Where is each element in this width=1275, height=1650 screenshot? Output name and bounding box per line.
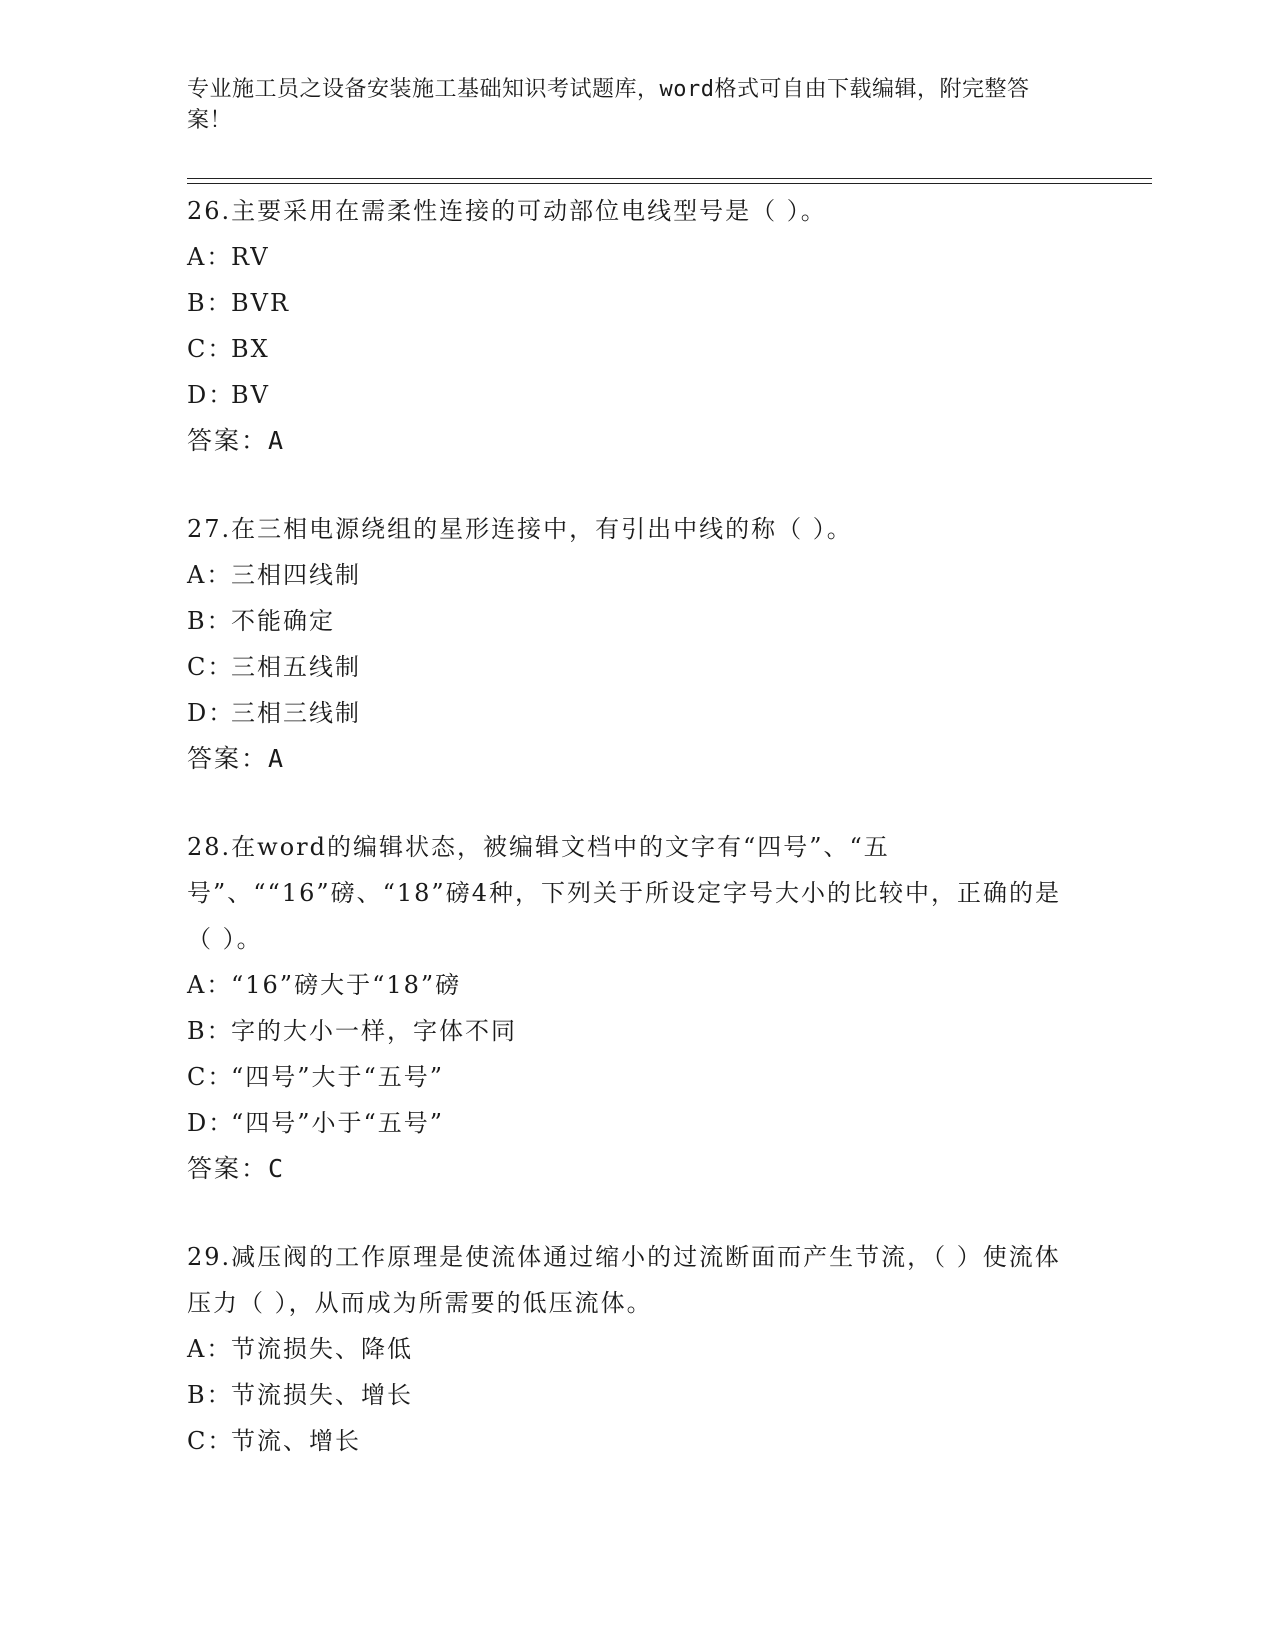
header-divider-top: [187, 178, 1152, 179]
question-26: [187, 188, 1067, 464]
option-letter: B：: [187, 607, 233, 635]
option-text: “四号”小于“五号”: [231, 1109, 445, 1137]
option-text: 三相四线制: [231, 561, 361, 589]
option-text: 三相五线制: [231, 653, 361, 681]
question-28: [187, 824, 1067, 1192]
question-29: [187, 1234, 1067, 1464]
option-b: [187, 1372, 1067, 1418]
option-text: 三相三线制: [231, 699, 361, 727]
option-d: [187, 690, 1067, 736]
question-stem: 29.减压阀的工作原理是使流体通过缩小的过流断面而产生节流，（ ）使流体压力（ ），从而成为所需要的低压流体。: [187, 1243, 1061, 1317]
option-c: [187, 1418, 1067, 1464]
option-letter: C：: [187, 1427, 234, 1455]
option-text: BV: [231, 381, 270, 409]
option-letter: D：: [187, 1109, 235, 1137]
answer-label: 答案：: [187, 744, 269, 773]
option-a: [187, 552, 1067, 598]
option-c: [187, 644, 1067, 690]
option-letter: B：: [187, 1381, 233, 1409]
answer-line: [187, 736, 1067, 782]
option-letter: A：: [187, 1335, 233, 1363]
answer-value: A: [268, 744, 286, 773]
option-text: 节流损失、降低: [231, 1335, 413, 1363]
option-text: “四号”大于“五号”: [231, 1063, 445, 1091]
question-stem: 26.主要采用在需柔性连接的可动部位电线型号是（ ）。: [187, 197, 827, 225]
option-text: 不能确定: [231, 607, 335, 635]
option-letter: C：: [187, 335, 234, 363]
option-letter: C：: [187, 653, 234, 681]
option-c: [187, 1054, 1067, 1100]
option-letter: D：: [187, 699, 235, 727]
option-letter: B：: [187, 289, 233, 317]
option-text: BVR: [231, 289, 291, 317]
option-d: [187, 1100, 1067, 1146]
document-header: 专业施工员之设备安装施工基础知识考试题库，word格式可自由下载编辑，附完整答案！: [187, 77, 1030, 133]
answer-value: A: [268, 426, 286, 455]
option-letter: A：: [187, 971, 233, 999]
option-b: [187, 280, 1067, 326]
option-c: [187, 326, 1067, 372]
option-text: 节流损失、增长: [231, 1381, 413, 1409]
question-stem: 28.在word的编辑状态，被编辑文档中的文字有“四号”、“五号”、““16”磅、“18”磅4种，下列关于所设定字号大小的比较中，正确的是（ ）。: [187, 833, 1061, 953]
question-27: [187, 506, 1067, 782]
option-text: 节流、增长: [231, 1427, 361, 1455]
answer-value: C: [268, 1154, 286, 1183]
option-letter: A：: [187, 243, 233, 271]
option-letter: C：: [187, 1063, 234, 1091]
option-letter: B：: [187, 1017, 233, 1045]
option-b: [187, 1008, 1067, 1054]
option-b: [187, 598, 1067, 644]
option-text: BX: [231, 335, 270, 363]
answer-line: [187, 418, 1067, 464]
answer-line: [187, 1146, 1067, 1192]
option-text: RV: [231, 243, 270, 271]
answer-label: 答案：: [187, 426, 269, 455]
option-a: [187, 962, 1067, 1008]
question-stem: 27.在三相电源绕组的星形连接中，有引出中线的称（ ）。: [187, 515, 853, 543]
option-letter: A：: [187, 561, 233, 589]
answer-label: 答案：: [187, 1154, 269, 1183]
header-divider-bottom: [187, 183, 1152, 184]
option-d: [187, 372, 1067, 418]
option-text: “16”磅大于“18”磅: [231, 971, 462, 999]
option-text: 字的大小一样，字体不同: [231, 1017, 517, 1045]
option-letter: D：: [187, 381, 235, 409]
option-a: [187, 1326, 1067, 1372]
option-a: [187, 234, 1067, 280]
